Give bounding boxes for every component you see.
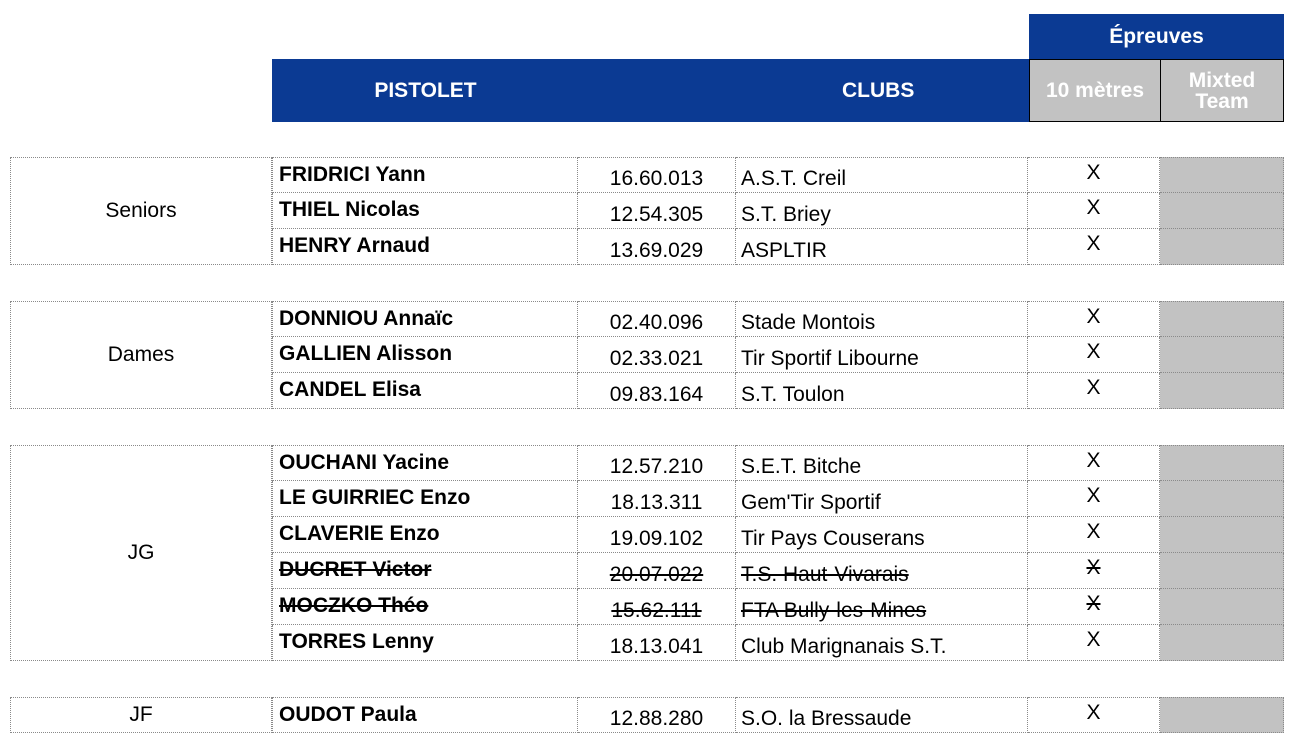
ten-metres-mark-text: X xyxy=(1086,196,1101,219)
club-name-text: S.O. la Bressaude xyxy=(741,707,912,730)
license-number xyxy=(578,157,736,193)
club-name-text: Tir Sportif Libourne xyxy=(741,347,919,370)
ten-metres-mark xyxy=(1028,481,1160,517)
license-number xyxy=(578,301,736,337)
ten-metres-mark-text: X xyxy=(1086,161,1101,184)
shooter-name xyxy=(272,301,578,337)
ten-metres-header xyxy=(1029,59,1161,122)
mixted-team-cell xyxy=(1160,481,1284,517)
ten-metres-mark-text: X xyxy=(1086,340,1101,363)
license-number xyxy=(578,553,736,589)
table-row xyxy=(10,193,1284,229)
pistolet-label: PISTOLET xyxy=(374,78,477,102)
shooter-name-text: LE GUIRRIEC Enzo xyxy=(279,486,471,509)
mixted-team-cell xyxy=(1160,589,1284,625)
license-number xyxy=(578,697,736,733)
shooter-name-text: THIEL Nicolas xyxy=(279,198,420,221)
mixted-team-cell xyxy=(1160,517,1284,553)
mixted-team-cell xyxy=(1160,229,1284,265)
shooter-name-text: OUCHANI Yacine xyxy=(279,451,449,474)
shooter-name xyxy=(272,193,578,229)
mixted-team-cell xyxy=(1160,625,1284,661)
table-row xyxy=(10,373,1284,409)
ten-metres-mark xyxy=(1028,445,1160,481)
license-number-text: 18.13.311 xyxy=(610,491,703,514)
mixted-team-cell xyxy=(1160,373,1284,409)
club-name xyxy=(736,625,1028,661)
license-number xyxy=(578,193,736,229)
club-name-text: Stade Montois xyxy=(741,311,876,334)
table-row xyxy=(10,625,1284,661)
shooter-name-text: DUCRET Victor xyxy=(279,558,432,581)
club-name-text: ASPLTIR xyxy=(741,239,827,262)
category-group xyxy=(10,301,1284,409)
license-number-text: 12.88.280 xyxy=(609,707,704,730)
club-name xyxy=(736,589,1028,625)
license-number-text: 18.13.041 xyxy=(609,635,704,658)
club-name-text: S.T. Briey xyxy=(741,203,831,226)
mixted-team-header xyxy=(1160,59,1284,122)
shooter-name xyxy=(272,481,578,517)
ten-metres-mark-text: X xyxy=(1086,592,1101,615)
license-number xyxy=(578,373,736,409)
ten-metres-mark xyxy=(1028,301,1160,337)
shooter-name xyxy=(272,373,578,409)
ten-metres-mark-text: X xyxy=(1086,305,1101,328)
table-row xyxy=(10,445,1284,481)
shooter-name xyxy=(272,157,578,193)
club-name xyxy=(736,193,1028,229)
table-row xyxy=(10,589,1284,625)
license-number xyxy=(578,445,736,481)
epreuves-header xyxy=(1029,14,1284,59)
category-group xyxy=(10,445,1284,661)
shooter-name xyxy=(272,445,578,481)
category-label: JG xyxy=(10,445,272,661)
shooter-name-text: FRIDRICI Yann xyxy=(279,163,426,186)
club-name xyxy=(736,553,1028,589)
clubs-header xyxy=(579,59,1029,122)
table-row xyxy=(10,229,1284,265)
ten-metres-mark xyxy=(1028,229,1160,265)
club-name xyxy=(736,517,1028,553)
license-number-text: 15.62.111 xyxy=(611,599,702,622)
license-number-text: 20.07.022 xyxy=(609,563,704,586)
shooter-name xyxy=(272,625,578,661)
club-name-text: T.S. Haut-Vivarais xyxy=(741,563,909,586)
club-name xyxy=(736,697,1028,733)
ten-metres-mark-text: X xyxy=(1086,484,1101,507)
ten-metres-mark xyxy=(1028,625,1160,661)
license-number xyxy=(578,229,736,265)
table-row xyxy=(10,517,1284,553)
mixted-team-cell xyxy=(1160,337,1284,373)
clubs-label: CLUBS xyxy=(842,78,915,102)
license-number-text: 09.83.164 xyxy=(609,383,704,406)
license-number xyxy=(578,337,736,373)
shooter-name-text: CLAVERIE Enzo xyxy=(279,522,440,545)
shooter-name-text: HENRY Arnaud xyxy=(279,234,430,257)
club-name xyxy=(736,481,1028,517)
shooter-name-text: CANDEL Elisa xyxy=(279,378,421,401)
ten-metres-mark-text: X xyxy=(1086,232,1101,255)
ten-metres-mark-text: X xyxy=(1086,520,1101,543)
shooter-name xyxy=(272,697,578,733)
mixted-team-cell xyxy=(1160,301,1284,337)
club-name-text: A.S.T. Creil xyxy=(741,167,847,190)
ten-metres-mark-text: X xyxy=(1086,449,1101,472)
shooter-name xyxy=(272,229,578,265)
club-name-text: FTA Bully-les-Mines xyxy=(741,599,927,622)
shooter-name xyxy=(272,589,578,625)
table-row xyxy=(10,157,1284,193)
shooter-name-text: TORRES Lenny xyxy=(279,630,434,653)
license-number-text: 19.09.102 xyxy=(609,527,704,550)
mixted-team-cell xyxy=(1160,553,1284,589)
club-name xyxy=(736,445,1028,481)
license-number-text: 12.54.305 xyxy=(609,203,704,226)
license-number-text: 16.60.013 xyxy=(609,167,704,190)
ten-metres-mark xyxy=(1028,157,1160,193)
table-row xyxy=(10,481,1284,517)
ten-metres-mark xyxy=(1028,697,1160,733)
table-row xyxy=(10,301,1284,337)
license-number xyxy=(578,625,736,661)
shooter-name xyxy=(272,553,578,589)
category-label: Seniors xyxy=(10,157,272,265)
category-label: Dames xyxy=(10,301,272,409)
license-number xyxy=(578,481,736,517)
club-name xyxy=(736,301,1028,337)
mixted-team-cell xyxy=(1160,445,1284,481)
ten-metres-mark-text: X xyxy=(1086,628,1101,651)
license-number-text: 13.69.029 xyxy=(609,239,704,262)
category-label: JF xyxy=(10,697,272,733)
ten-metres-mark xyxy=(1028,373,1160,409)
license-number xyxy=(578,517,736,553)
ten-metres-mark xyxy=(1028,517,1160,553)
license-number-text: 12.57.210 xyxy=(609,455,704,478)
ten-metres-label: 10 mètres xyxy=(1045,79,1145,102)
table-row xyxy=(10,553,1284,589)
license-number xyxy=(578,589,736,625)
mixted-team-cell xyxy=(1160,193,1284,229)
club-name-text: Club Marignanais S.T. xyxy=(741,635,947,658)
license-number-text: 02.40.096 xyxy=(609,311,704,334)
shooter-name-text: GALLIEN Alisson xyxy=(279,342,453,365)
ten-metres-mark xyxy=(1028,337,1160,373)
mixted-team-label: Mixted Team xyxy=(1188,68,1256,113)
category-group xyxy=(10,157,1284,265)
ten-metres-mark-text: X xyxy=(1086,556,1101,579)
club-name xyxy=(736,157,1028,193)
club-name xyxy=(736,373,1028,409)
shooter-name xyxy=(272,337,578,373)
ten-metres-mark xyxy=(1028,553,1160,589)
mixted-team-cell xyxy=(1160,697,1284,733)
ten-metres-mark-text: X xyxy=(1086,701,1101,724)
mixted-team-cell xyxy=(1160,157,1284,193)
shooter-name-text: OUDOT Paula xyxy=(279,703,417,726)
epreuves-label: Épreuves xyxy=(1109,24,1204,48)
shooter-name xyxy=(272,517,578,553)
club-name-text: S.T. Toulon xyxy=(741,383,845,406)
club-name xyxy=(736,229,1028,265)
table-row xyxy=(10,337,1284,373)
ten-metres-mark xyxy=(1028,589,1160,625)
shooter-name-text: MOCZKO Théo xyxy=(279,594,429,617)
ten-metres-mark-text: X xyxy=(1086,376,1101,399)
club-name-text: Tir Pays Couserans xyxy=(741,527,925,550)
club-name xyxy=(736,337,1028,373)
club-name-text: S.E.T. Bitche xyxy=(741,455,862,478)
club-name-text: Gem'Tir Sportif xyxy=(741,491,881,514)
license-number-text: 02.33.021 xyxy=(609,347,704,370)
ten-metres-mark xyxy=(1028,193,1160,229)
category-group xyxy=(10,697,1284,733)
table-row xyxy=(10,697,1284,733)
shooter-name-text: DONNIOU Annaïc xyxy=(279,307,454,330)
pistolet-header xyxy=(272,59,579,122)
